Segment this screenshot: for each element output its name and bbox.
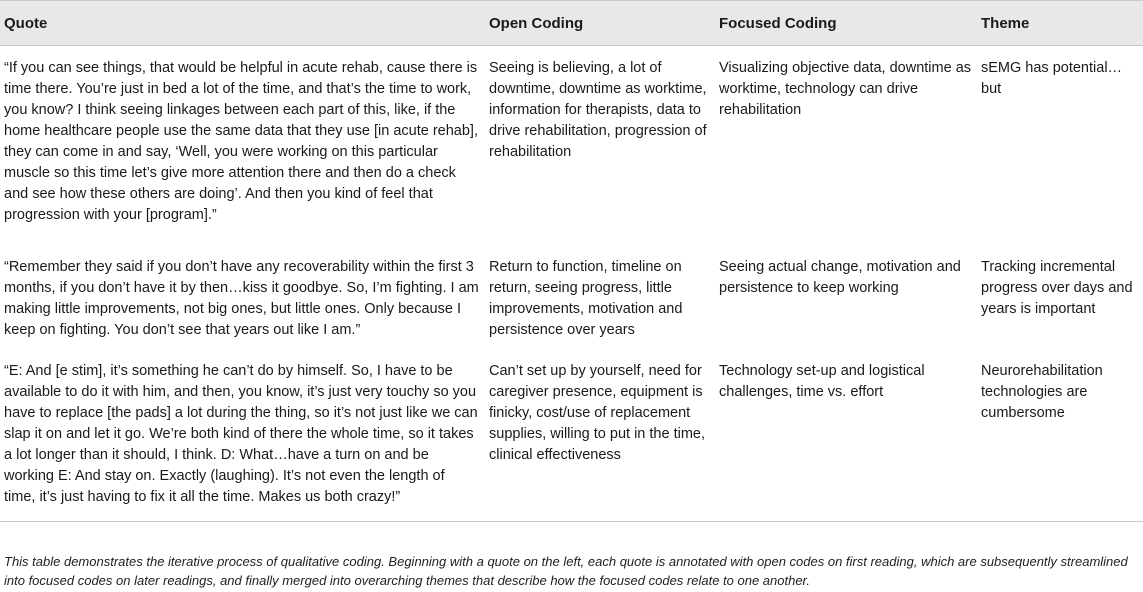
- focused-coding-cell: Visualizing objective data, downtime as worktime, technology can drive rehabilitation: [719, 60, 972, 118]
- quote-cell: “If you can see things, that would be helpful in acute rehab, cause there is time there. You’re just in bed a lot of the time, and that’s the time to work, you know? I think seeing linkages between each part of this, like, if the home healthcare people use the same data that they use [in acute rehab], they can come in and say, ‘Well, you were working on this particular muscle so this time let’s give more attention there and then do a check and see how these others are doing’. And then you kind of feel that progression with your [program].”: [4, 60, 478, 223]
- theme-cell: Neurorehabilitation technologies are cumbersome: [980, 349, 1143, 522]
- header-focused-coding: Focused Coding: [718, 1, 980, 46]
- table-footnote: This table demonstrates the iterative process of qualitative coding. Beginning with a quote on the left, each quote is annotated with open codes on first reading, which are subsequently streamlined into focused codes on later readings, and finally merged into overarching themes that describe how the focused codes relate to one another.: [4, 554, 1128, 588]
- header-row: [0, 1, 1143, 46]
- open-coding-cell: Can’t set up by yourself, need for caregiver presence, equipment is finicky, cost/use of replacement supplies, willing to put in the time, clinical effectiveness: [488, 349, 718, 522]
- quote-cell: “Remember they said if you don’t have any recoverability within the first 3 months, if you don’t have it by then…kiss it goodbye. So, I’m fighting. I am making little improvements, not big ones, but little ones. Only because I keep on fighting. You don’t see that years out like I am.”: [4, 259, 479, 338]
- focused-coding-cell: Technology set-up and logistical challenges, time vs. effort: [718, 349, 980, 522]
- theme-cell: sEMG has potential…but: [981, 60, 1123, 97]
- table-row: [0, 245, 1143, 349]
- theme-cell: Tracking incremental progress over days and years is important: [981, 259, 1133, 317]
- open-coding-cell: Seeing is believing, a lot of downtime, downtime as worktime, information for therapists, data to drive rehabilitation, progression of rehabilitation: [489, 60, 707, 160]
- header-quote: Quote: [0, 1, 488, 46]
- focused-coding-cell: Seeing actual change, motivation and persistence to keep working: [719, 259, 961, 296]
- table-row: [0, 46, 1143, 246]
- open-coding-cell: Return to function, timeline on return, seeing progress, little improvements, motivation and persistence over years: [489, 259, 683, 338]
- header-open-coding: Open Coding: [488, 1, 718, 46]
- quote-cell: “E: And [e stim], it’s something he can’t do by himself. So, I have to be available to do it with him, and then, you know, it’s just very touchy so you have to replace [the pads] a lot during the thing, so it’s not just like we can slap it on and let it go. We’re both kind of there the whole time, so it takes a lot longer than it should, I think. D: What…have a turn on and be working E: And stay on. Exactly (laughing). It’s not even the length of time, it’s just having to fix it all the time. Makes us both crazy!”: [0, 349, 488, 522]
- table-row: [0, 349, 1143, 522]
- header-theme: Theme: [980, 1, 1143, 46]
